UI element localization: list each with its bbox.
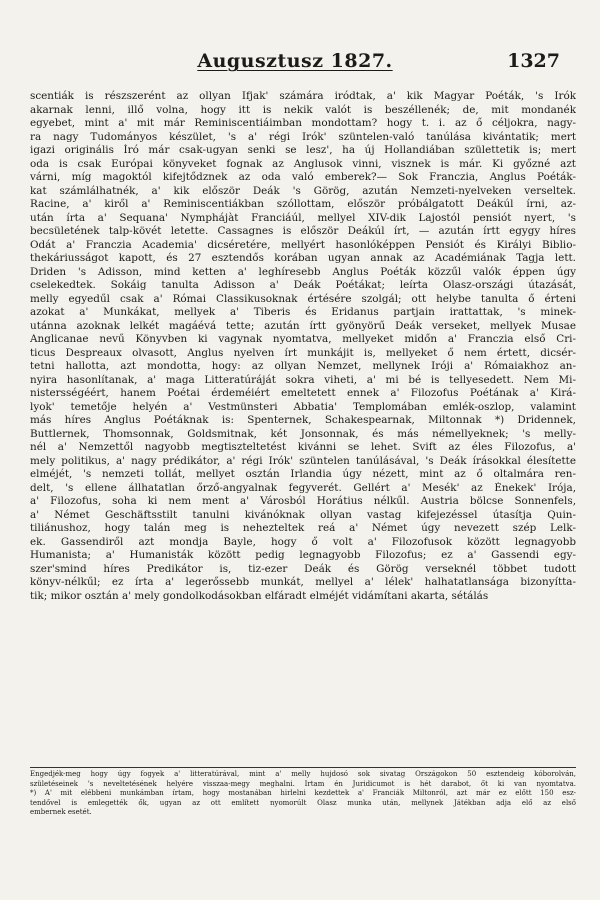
text-line: a' Filozofus, soha ki nem ment a' Városból Horátius nélkűl. Austria bölcse Sonnenfels, — [30, 495, 576, 507]
text-line: Driden 's Adisson, mind ketten a' leghíresebb Anglus Poéták közzűl valók éppen úgy — [30, 265, 576, 278]
text-line: nél a' Nemzettől nagyobb megtiszteltetést kivánni se lehet. Svift az éles Filozofus, a' — [30, 441, 576, 453]
text-line: után írta a' Sequana' Nymphájàt Franciáúl, mellyel XIV-dik Lajostól pensiót nyert, 's — [30, 211, 576, 224]
main-text — [30, 90, 576, 603]
footnote-line: embernek esetét. — [30, 808, 92, 817]
text-line: mely politikus, a' nagy prédikátor, a' régi Irók' szüntelen tanúlásával, 's Deák írásokkal élesítette — [30, 454, 576, 467]
text-line: kat számlálhatnék, a' kik először Deák 's Görög, azután Nemzeti-nyelveken verseltek. — [30, 184, 576, 197]
text-line: Humanista; a' Humanisták között pedig legnagyobb Filozofus; ez a' Gassendi egy- — [30, 549, 576, 561]
footnote-line: tendővel is emlegették ők, ugyan az ott említett nyomorúlt Olasz munka után, mellynek Játékban adja elő az első — [30, 798, 576, 807]
text-line: Anglicanae nevű Könyvben ki vagynak nyomtatva, mellyeket midőn a' Franczia első Cri- — [30, 333, 576, 345]
text-line: elméjét, 's nemzeti tollát, mellyet osztán Irlandia úgy nézett, mint az ő oltalmára ren- — [30, 468, 576, 480]
text-line: ek. Gassendiről azt mondja Bayle, hogy ő volt a' Filozofusok között legnagyobb — [30, 535, 576, 548]
text-line: szer'smind híres Predikátor is, tiz-ezer Deák és Görög verseknél többet tudott — [30, 562, 576, 575]
text-line: cselekedtek. Sokáig tanulta Adisson a' Deák Poétákat; leírta Olasz-országi útazását, — [30, 279, 576, 291]
text-line: utánna azoknak lelkét magáévá tette; azután írtt gyönyörű Deák verseket, mellyek Musae — [30, 319, 576, 332]
text-line: delt, 's ellene állhatatlan őrző-angyalnak fegyverét. Gellért a' Mesék' az Énekek' Irója, — [30, 481, 576, 494]
footnotes — [30, 770, 576, 818]
text-line: várni, míg magoktól kifejtődznek az oda való emberek?— Sok Franczia, Anglus Poéták- — [30, 171, 576, 183]
text-line: egyebet, mint a' mit már Reminiscentiáimban mondottam? hogy t. i. az ő céljokra, nagy- — [30, 117, 576, 129]
text-line: thekáriusságot kapott, és 27 esztendős korában ugyan annak az Académiának Tagja lett. — [30, 252, 576, 264]
text-line: melly egyedűl csak a' Római Classikusoknak értésére szolgál; ott helybe tanulta ő érteni — [30, 292, 576, 305]
text-line: Racine, a' kiről a' Reminiscentiákban szóllottam, először próbálgatott Deákúl írni, az- — [30, 198, 576, 210]
text-line: lyok' temetője helyén a' Vestmünsteri Abbatia' Templomában emlék-oszlop, valamint — [30, 400, 576, 413]
text-line: ra nagy Tudományos készület, 's a' régi Irók' szüntelen-való tanúlása kivántatik; mert — [30, 130, 576, 143]
text-line: tik; mikor osztán a' mely gondolkodásokban elfáradt elméjét vidámítani akarta, sétálás — [30, 589, 489, 602]
text-line: azokat a' Munkákat, mellyek a' Tiberis és Eridanus partjain irattattak, 's minek- — [30, 306, 576, 318]
footnote-line: születéseinek 's neveltetésének helyére visszaa-megy meghalni. Irtam én Juridicumot is hét darabot, őt ki van nyomtatva. — [30, 779, 576, 788]
text-line: becsületének talp-kövét letette. Cassagnes is először Deákúl írt, — azután írtt egygy híres — [30, 225, 576, 237]
footnote-divider — [30, 767, 576, 768]
footnote-line: *) A' mit elébbeni munkámban írtam, hogy mostanában hirlelni kezdettek a' Franciák Miltonról, azt már ez előtt 150 esz- — [30, 789, 576, 798]
page-header — [30, 50, 560, 78]
text-line: scentiák is részszerént az ollyan Ifjak' számára iródtak, a' kik Magyar Poéták, 's Irók — [30, 90, 576, 102]
text-line: a' Német Geschäftsstilt tanulni kivánóknak ollyan vastag kifejezéssel útasítja Quin- — [30, 508, 576, 521]
text-line: Buttlernek, Thomsonnak, Goldsmitnak, két Jonsonnak, és más némellyeknek; 's melly- — [30, 427, 576, 440]
text-line: más híres Anglus Poétáknak is: Spenternek, Schakespearnak, Miltonnak *) Dridennek, — [30, 414, 576, 426]
page-number: 1327 — [507, 50, 560, 72]
text-line: oda is csak Európai könyveket fognak az Anglusok vinni, visznek is már. Ki győzné azt — [30, 157, 576, 170]
text-line: nyira hasonlítanak, a' maga Litteratúráját sokra viheti, a' mi bé is tellyesedett. Nem Mi- — [30, 373, 576, 386]
running-title: Augusztusz 1827. — [197, 50, 393, 72]
text-line: tiliánushoz, hogy talán meg is nehezteltek reá a' Német úgy nevezett szép Lelk- — [30, 522, 576, 534]
text-line: nistersségéért, hanem Poétai érdeméiért emeltetett ennek a' Filozofus Poétának a' Kirá- — [30, 387, 576, 399]
text-line: könyv-nélkűl; ez írta a' legerőssebb munkát, mellyel a' lélek' halhatatlansága bizonyítta- — [30, 576, 576, 588]
text-line: ticus Despreaux olvasott, Anglus nyelven írt munkájit is, mellyeket ő nem értett, dicsér- — [30, 346, 576, 359]
text-line: akarnak lenni, illő volna, hogy itt is nekik valót is beszéllenék; de, mit mondanék — [30, 103, 576, 116]
text-line: igazi originális Író már csak-ugyan senki se lesz', ha új Hollandiában születtetik is; mert — [30, 144, 576, 156]
text-line: tetni hallotta, azt mondotta, hogy: az ollyan Nemzet, mellynek Iróji a' Rómaiakhoz an- — [30, 360, 576, 372]
text-line: Odát a' Franczia Academia' dicséretére, mellyért hasonlóképpen Pensiót és Királyi Biblio- — [30, 238, 576, 251]
footnote-line: Engedjék-meg hogy úgy fogyek a' litteratúrával, mint a' melly hujdosó sok sivatag Országokon 50 esztendeig kóborolván, — [30, 770, 576, 778]
